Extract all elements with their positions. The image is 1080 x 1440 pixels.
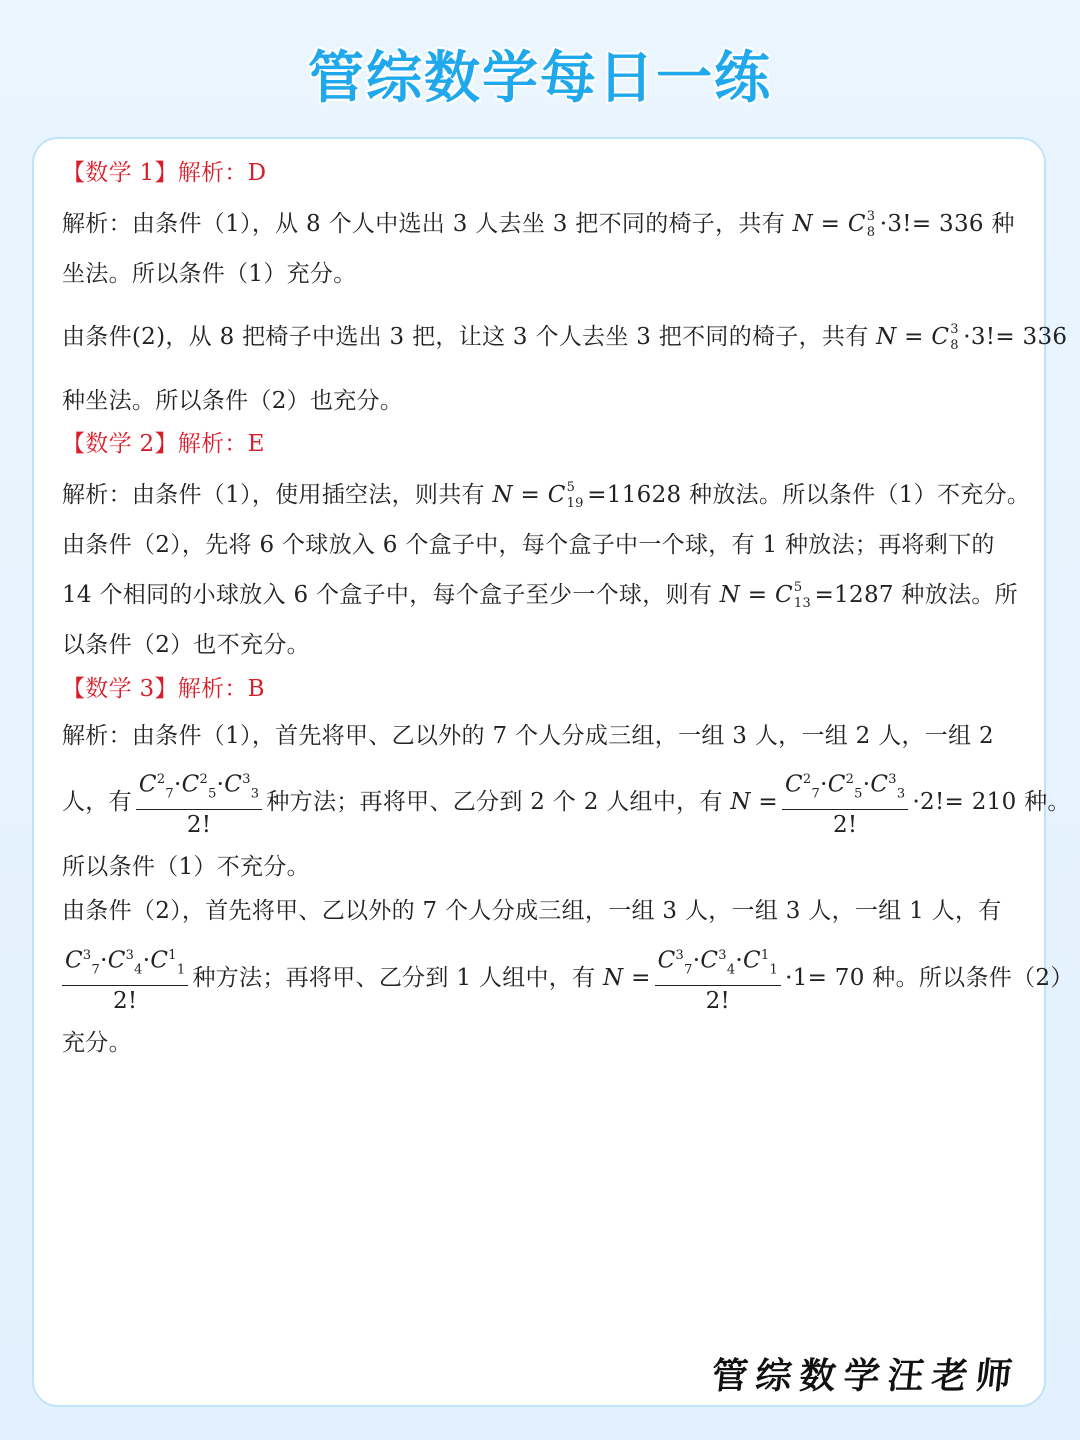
q3-line-4: 由条件（2），首先将甲、乙以外的 7 个人分成三组，一组 3 人，一组 3 人，一组 1 人，有 bbox=[62, 898, 1002, 924]
q3-line-6: 充分。 bbox=[62, 1030, 132, 1056]
q1-heading: 【数学 1】解析：D bbox=[62, 160, 267, 186]
q2-line-1: 解析：由条件（1），使用插空法，则共有 N = C 5 19 =11628 种放法。所以条件（1）不充分。 bbox=[62, 480, 1031, 511]
q1-line-2: 坐法。所以条件（1）充分。 bbox=[62, 261, 357, 287]
fraction-1: $\frac{C^2_7\cdot C^2_5\cdot C^3_3}{2!}$ bbox=[136, 766, 262, 840]
q1-line-4: 种坐法。所以条件（2）也充分。 bbox=[62, 388, 404, 414]
q3-line-5: $\frac{C^3_7\cdot C^3_4\cdot C^1_1}{2!}$ 种方法；再将甲、乙分到 1 人组中，有 N = $\frac{C^3_7\cdot C^3_4\cdot C^1_1}{2!}$ ·1= 70 种。所以条件（2） bbox=[62, 942, 1014, 1016]
q1-line-3: 由条件(2)，从 8 把椅子中选出 3 把，让这 3 个人去坐 3 把不同的椅子，共有 N = C 3 8 ·3!= 336 bbox=[62, 322, 1068, 353]
q2-line-3: 14 个相同的小球放入 6 个盒子中，每个盒子至少一个球，则有 N = C 5 13 =1287 种放法。所 bbox=[62, 580, 1018, 611]
fraction-4: $\frac{C^3_7\cdot C^3_4\cdot C^1_1}{2!}$ bbox=[655, 942, 781, 1016]
fraction-3: $\frac{C^3_7\cdot C^3_4\cdot C^1_1}{2!}$ bbox=[62, 942, 188, 1016]
q1-line-1: 解析：由条件（1），从 8 个人中选出 3 人去坐 3 把不同的椅子，共有 N = C 3 8 ·3!= 336 种 bbox=[62, 209, 1015, 240]
page-title: 管综数学每日一练 bbox=[308, 46, 772, 111]
q2-heading: 【数学 2】解析：E bbox=[62, 431, 265, 457]
q2-line-2: 由条件（2），先将 6 个球放入 6 个盒子中，每个盒子中一个球，有 1 种放法；再将剩下的 bbox=[62, 532, 995, 558]
q2-line-4: 以条件（2）也不充分。 bbox=[62, 632, 310, 658]
author-signature: 管综数学汪老师 bbox=[709, 1355, 1022, 1397]
fraction-2: $\frac{C^2_7\cdot C^2_5\cdot C^3_3}{2!}$ bbox=[782, 766, 908, 840]
q3-line-3: 所以条件（1）不充分。 bbox=[62, 854, 310, 880]
q3-line-2: 人，有 $\frac{C^2_7\cdot C^2_5\cdot C^3_3}{2!}$ 种方法；再将甲、乙分到 2 个 2 人组中，有 N = $\frac{C^2_7\cdot C^2_5\cdot C^3_3}{2!}$ ·2!= 210 种。 bbox=[62, 766, 1014, 840]
q3-line-1: 解析：由条件（1），首先将甲、乙以外的 7 个人分成三组，一组 3 人，一组 2 人，一组 2 bbox=[62, 723, 994, 749]
q3-heading: 【数学 3】解析：B bbox=[62, 676, 265, 702]
